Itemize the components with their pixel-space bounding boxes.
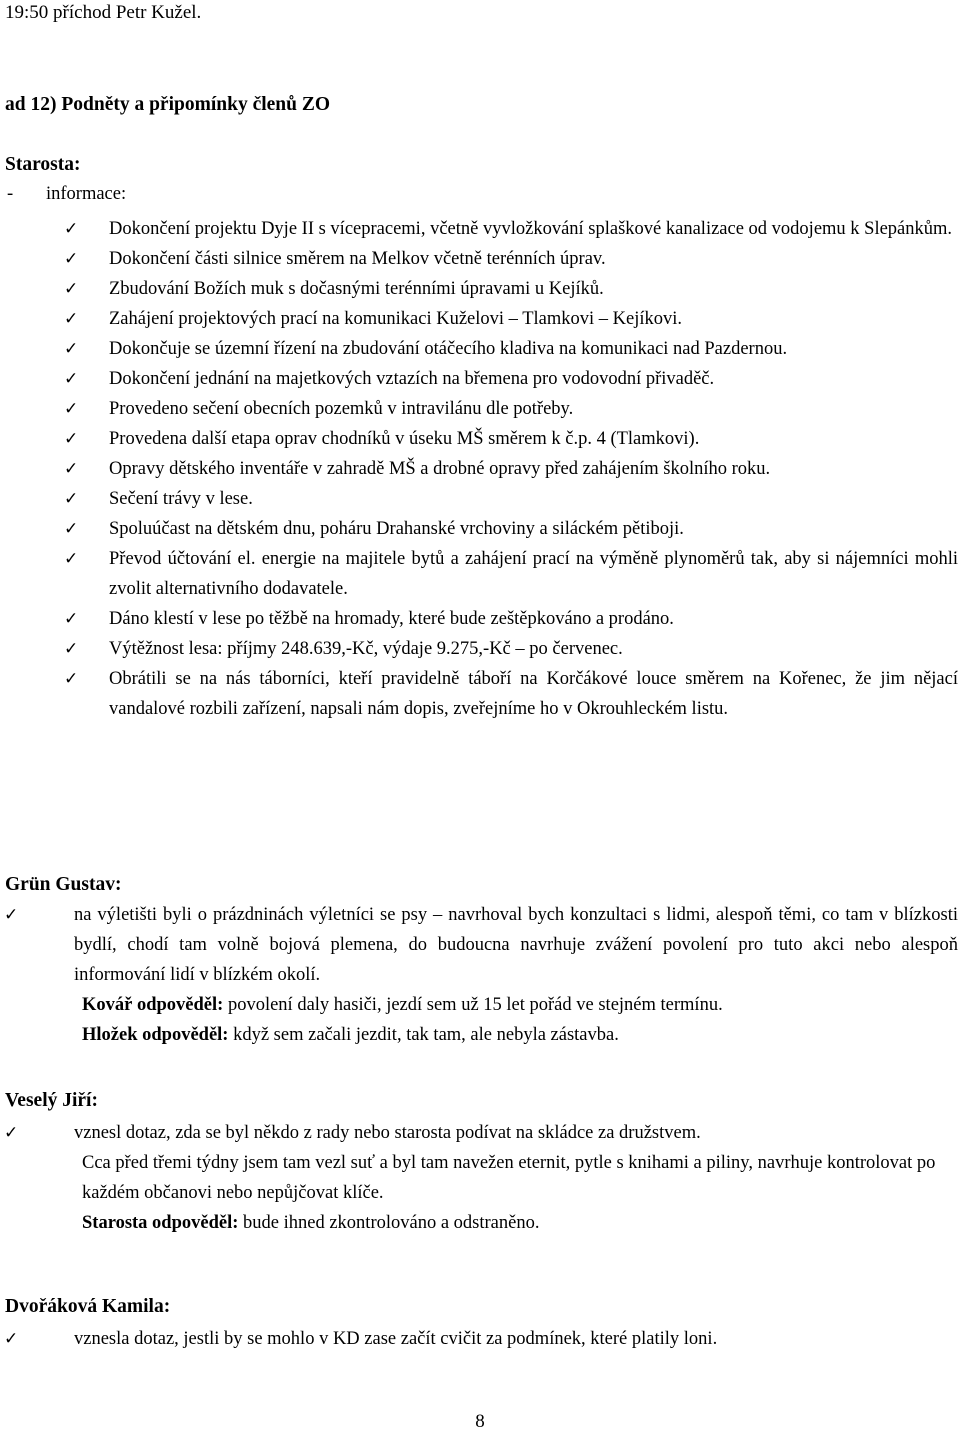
checkmark-icon: ✓ <box>64 669 79 689</box>
checkmark-icon: ✓ <box>4 905 19 925</box>
vesely-extra: Cca před třemi týdny jsem tam vezl suť a byl tam navežen eternit, pytle s knihami a piliny, navrhuje kontrolovat po každém občanovi nebo nepůjčovat klíče. <box>82 1153 936 1203</box>
list-item: ✓ Zbudování Božích muk s dočasnými terénními úpravami u Kejíků. <box>0 274 960 304</box>
page-number: 8 <box>475 1411 485 1432</box>
checkmark-icon: ✓ <box>64 309 79 329</box>
dvorakova-list <box>0 1324 960 1354</box>
list-item: ✓ Sečení trávy v lese. <box>0 484 960 514</box>
list-item: ✓ Dokončení části silnice směrem na Melkov včetně terénních úprav. <box>0 244 960 274</box>
starosta-list <box>0 214 960 724</box>
arrival-note: 19:50 příchod Petr Kužel. <box>5 2 202 23</box>
checkmark-icon: ✓ <box>64 459 79 479</box>
checkmark-icon: ✓ <box>64 489 79 509</box>
list-item: ✓ Zahájení projektových prací na komunikaci Kuželovi – Tlamkovi – Kejíkovi. <box>0 304 960 334</box>
checkmark-icon: ✓ <box>64 249 79 269</box>
list-item: ✓ Převod účtování el. energie na majitele bytů a zahájení prací na výměně plynoměrů tak, aby si nájemníci mohli zvolit alternativního dodavatele. <box>0 544 960 604</box>
list-item: ✓ Dáno klestí v lese po těžbě na hromady, které bude zeštěpkováno a prodáno. <box>0 604 960 634</box>
checkmark-icon: ✓ <box>64 219 79 239</box>
checkmark-icon: ✓ <box>64 369 79 389</box>
speaker-starosta: Starosta: <box>5 154 81 175</box>
info-line <box>5 184 126 205</box>
list-item: ✓ Provedeno sečení obecních pozemků v intravilánu dle potřeby. <box>0 394 960 424</box>
checkmark-icon: ✓ <box>4 1329 19 1349</box>
list-item: ✓ Dokončení jednání na majetkových vztazích na břemena pro vodovodní přivaděč. <box>0 364 960 394</box>
checkmark-icon: ✓ <box>4 1123 19 1143</box>
checkmark-icon: ✓ <box>64 549 79 569</box>
speaker-dvorakova: Dvořáková Kamila: <box>5 1296 171 1317</box>
checkmark-icon: ✓ <box>64 519 79 539</box>
checkmark-icon: ✓ <box>64 429 79 449</box>
checkmark-icon: ✓ <box>64 609 79 629</box>
list-item: ✓ Spoluúčast na dětském dnu, poháru Drahanské vrchoviny a siláckém pětiboji. <box>0 514 960 544</box>
speaker-vesely: Veselý Jiří: <box>5 1090 98 1111</box>
list-item: ✓ Dokončení projektu Dyje II s vícepracemi, včetně vyvložkování splaškové kanalizace od vodojemu k Slepánkům. <box>0 214 960 244</box>
dash-bullet: - <box>7 184 14 204</box>
vesely-list <box>0 1118 960 1238</box>
checkmark-icon: ✓ <box>64 639 79 659</box>
reply-kovar: Kovář odpověděl: povolení daly hasiči, jezdí sem už 15 let pořád ve stejném termínu. <box>82 995 723 1015</box>
speaker-grun: Grün Gustav: <box>5 874 122 895</box>
list-item: ✓ Opravy dětského inventáře v zahradě MŠ a drobné opravy před zahájením školního roku. <box>0 454 960 484</box>
list-item: ✓ vznesl dotaz, zda se byl někdo z rady nebo starosta podívat na skládce za družstvem. <box>0 1118 960 1148</box>
checkmark-icon: ✓ <box>64 399 79 419</box>
list-item: ✓ vznesla dotaz, jestli by se mohlo v KD zase začít cvičit za podmínek, které platily loni. <box>0 1324 960 1354</box>
list-item: ✓ Výtěžnost lesa: příjmy 248.639,-Kč, výdaje 9.275,-Kč – po červenec. <box>0 634 960 664</box>
list-item: ✓ Provedena další etapa oprav chodníků v úseku MŠ směrem k č.p. 4 (Tlamkovi). <box>0 424 960 454</box>
reply-starosta: Starosta odpověděl: bude ihned zkontrolováno a odstraněno. <box>82 1213 540 1233</box>
section-heading: ad 12) Podněty a připomínky členů ZO <box>5 94 331 115</box>
checkmark-icon: ✓ <box>64 279 79 299</box>
checkmark-icon: ✓ <box>64 339 79 359</box>
list-item: ✓ na výletišti byli o prázdninách výletníci se psy – navrhoval bych konzultaci s lidmi, alespoň těmi, co tam v blízkosti bydlí, chodí tam volně bojová plemena, do budoucna navrhuje zvážení povolení pro tuto akci nebo alespoň informování lidí v blízkém okolí. <box>0 900 960 990</box>
list-item: ✓ Dokončuje se územní řízení na zbudování otáčecího kladiva na komunikaci nad Pazdernou. <box>0 334 960 364</box>
list-item: ✓ Obrátili se na nás táborníci, kteří pravidelně táboří na Korčákové louce směrem na Kořenec, že jim nějací vandalové rozbili zařízení, napsali nám dopis, zveřejníme ho v Okrouhleckém listu. <box>0 664 960 724</box>
grun-list <box>0 900 960 1050</box>
info-label: informace: <box>46 184 127 204</box>
reply-hlozek: Hložek odpověděl: když sem začali jezdit, tak tam, ale nebyla zástavba. <box>82 1025 619 1045</box>
